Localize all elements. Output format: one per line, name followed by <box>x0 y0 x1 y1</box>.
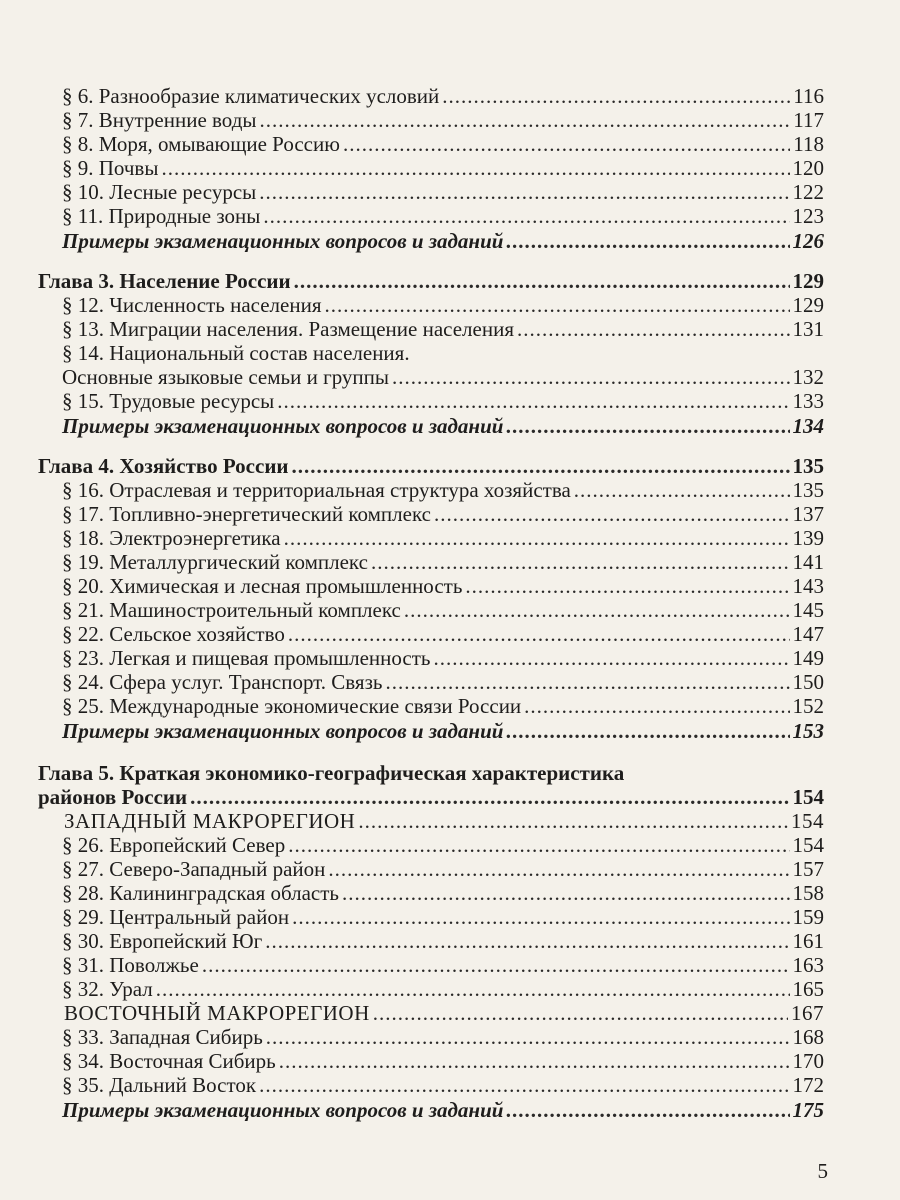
toc-entry <box>62 501 824 527</box>
toc-entry-label: Глава 5. Краткая экономико-географическая характеристика <box>38 761 625 785</box>
leader-dots <box>161 155 789 181</box>
toc-entry-page: 150 <box>792 670 824 694</box>
toc-entry-page: 165 <box>792 977 824 1001</box>
toc-entry-page: 137 <box>792 502 824 526</box>
toc-entry-page: 131 <box>792 317 824 341</box>
toc-entry <box>62 292 824 318</box>
toc-entry-page: 172 <box>792 1073 824 1097</box>
toc-region <box>64 1000 824 1026</box>
toc-entry-page: 118 <box>793 132 824 156</box>
toc-entry-label: Основные языковые семьи и группы <box>62 365 390 389</box>
toc-entry <box>62 573 824 599</box>
leader-dots <box>292 453 790 479</box>
toc-entry <box>62 107 824 133</box>
toc-entry <box>62 832 824 858</box>
toc-entry <box>62 549 824 575</box>
toc-entry-page: 147 <box>792 622 824 646</box>
toc-entry-page: 141 <box>792 550 824 574</box>
toc-chapter <box>38 268 824 294</box>
toc-entry-label: § 19. Металлургический комплекс <box>62 550 368 574</box>
toc-entry-page: 163 <box>792 953 824 977</box>
toc-entry <box>62 388 824 414</box>
leader-dots <box>292 904 789 930</box>
toc-entry-label: § 33. Западная Сибирь <box>62 1025 263 1049</box>
leader-dots <box>328 856 789 882</box>
leader-dots <box>202 952 790 978</box>
toc-entry-label: Примеры экзаменационных вопросов и заданий <box>62 414 504 438</box>
toc-entry-page: 167 <box>791 1001 824 1025</box>
toc-entry-page: 122 <box>792 180 824 204</box>
toc-entry-label: § 15. Трудовые ресурсы <box>62 389 275 413</box>
toc-entry-page: 120 <box>792 156 824 180</box>
toc-entry <box>62 693 824 719</box>
toc-entry-label: § 21. Машиностроительный комплекс <box>62 598 401 622</box>
toc-entry <box>62 1024 824 1050</box>
toc-entry-label: § 20. Химическая и лесная промышленность <box>62 574 463 598</box>
toc-entry-label: § 16. Отраслевая и территориальная структура хозяйства <box>62 478 571 502</box>
toc-entry-page: 135 <box>792 478 824 502</box>
toc-entry <box>62 203 824 229</box>
toc-entry <box>62 645 824 671</box>
toc-entry-label: § 6. Разнообразие климатических условий <box>62 84 440 108</box>
toc-entry-label: § 12. Численность населения <box>62 293 322 317</box>
leader-dots <box>371 549 790 575</box>
leader-dots <box>465 573 789 599</box>
toc-entry-label: § 11. Природные зоны <box>62 204 261 228</box>
toc-entry-page: 161 <box>792 929 824 953</box>
toc-entry <box>62 597 824 623</box>
toc-entry-page: 170 <box>792 1049 824 1073</box>
toc-exam-entry <box>62 413 824 439</box>
toc-entry-label: § 14. Национальный состав населения. <box>62 341 410 365</box>
toc-entry-first-line <box>62 340 410 366</box>
leader-dots <box>404 597 790 623</box>
toc-entry-page: 139 <box>792 526 824 550</box>
toc-entry-label: § 29. Центральный район <box>62 905 290 929</box>
toc-entry-label: Глава 4. Хозяйство России <box>38 454 289 478</box>
leader-dots <box>288 621 790 647</box>
toc-entry-label: § 23. Легкая и пищевая промышленность <box>62 646 431 670</box>
toc-entry-label: районов России <box>38 785 188 809</box>
toc-entry-page: 132 <box>792 365 824 389</box>
toc-exam-entry <box>62 718 824 744</box>
toc-entry <box>62 525 824 551</box>
toc-entry-label: § 26. Европейский Север <box>62 833 286 857</box>
toc-entry-label: § 24. Сфера услуг. Транспорт. Связь <box>62 670 383 694</box>
toc-entry-page: 129 <box>792 293 824 317</box>
toc-entry-label: ВОСТОЧНЫЙ МАКРОРЕГИОН <box>64 1001 370 1025</box>
toc-entry-label: § 35. Дальний Восток <box>62 1073 257 1097</box>
toc-entry <box>62 477 824 503</box>
toc-entry <box>62 155 824 181</box>
toc-chapter <box>38 453 824 479</box>
leader-dots <box>259 1072 789 1098</box>
toc-entry-label: § 25. Международные экономические связи России <box>62 694 522 718</box>
leader-dots <box>524 693 789 719</box>
toc-entry <box>62 83 824 109</box>
toc-entry <box>62 364 824 390</box>
toc-entry <box>62 880 824 906</box>
leader-dots <box>434 501 790 527</box>
toc-entry-page: 145 <box>792 598 824 622</box>
toc-entry-page: 158 <box>792 881 824 905</box>
toc-entry-label: § 17. Топливно-энергетический комплекс <box>62 502 431 526</box>
toc-entry-label: § 13. Миграции населения. Размещение населения <box>62 317 514 341</box>
leader-dots <box>190 784 789 810</box>
leader-dots <box>324 292 789 318</box>
leader-dots <box>442 83 790 109</box>
toc-entry-page: 152 <box>792 694 824 718</box>
toc-entry <box>62 1048 824 1074</box>
toc-entry-page: 153 <box>792 719 824 743</box>
leader-dots <box>506 1097 789 1123</box>
toc-entry <box>62 928 824 954</box>
leader-dots <box>263 203 789 229</box>
toc-entry-page: 159 <box>792 905 824 929</box>
toc-entry-label: § 30. Европейский Юг <box>62 929 263 953</box>
toc-entry-page: 154 <box>791 809 824 833</box>
toc-entry-label: Глава 3. Население России <box>38 269 291 293</box>
toc-chapter-first-line <box>38 760 624 786</box>
leader-dots <box>342 880 789 906</box>
toc-entry <box>62 669 824 695</box>
toc-entry-page: 126 <box>792 229 824 253</box>
toc-entry <box>62 976 824 1002</box>
page-number: 5 <box>817 1159 828 1183</box>
toc-entry-page: 143 <box>792 574 824 598</box>
toc-exam-entry <box>62 1097 824 1123</box>
toc-entry-label: § 34. Восточная Сибирь <box>62 1049 276 1073</box>
leader-dots <box>277 388 789 414</box>
leader-dots <box>517 316 790 342</box>
leader-dots <box>259 179 789 205</box>
toc-entry-label: § 32. Урал <box>62 977 153 1001</box>
leader-dots <box>506 718 789 744</box>
toc-entry-page: 129 <box>792 269 824 293</box>
toc-entry-label: § 10. Лесные ресурсы <box>62 180 257 204</box>
leader-dots <box>434 645 790 671</box>
toc-entry-page: 157 <box>792 857 824 881</box>
toc-entry-label: Примеры экзаменационных вопросов и заданий <box>62 719 504 743</box>
toc-chapter <box>38 784 824 810</box>
toc-entry <box>62 952 824 978</box>
toc-entry-page: 135 <box>792 454 824 478</box>
leader-dots <box>294 268 790 294</box>
toc-entry <box>62 621 824 647</box>
leader-dots <box>385 669 789 695</box>
toc-region <box>64 808 824 834</box>
toc-entry-page: 149 <box>792 646 824 670</box>
toc-entry <box>62 131 824 157</box>
toc-entry <box>62 856 824 882</box>
leader-dots <box>392 364 789 390</box>
leader-dots <box>265 928 789 954</box>
toc-entry-page: 133 <box>792 389 824 413</box>
toc-entry-label: § 22. Сельское хозяйство <box>62 622 285 646</box>
toc-entry-label: § 27. Северо-Западный район <box>62 857 326 881</box>
toc-entry-label: § 28. Калининградская область <box>62 881 340 905</box>
leader-dots <box>260 107 791 133</box>
toc-entry-label: § 8. Моря, омывающие Россию <box>62 132 340 156</box>
leader-dots <box>156 976 790 1002</box>
leader-dots <box>358 808 788 834</box>
leader-dots <box>574 477 790 503</box>
leader-dots <box>506 228 789 254</box>
leader-dots <box>343 131 790 157</box>
leader-dots <box>284 525 790 551</box>
toc-entry-page: 134 <box>792 414 824 438</box>
toc-entry-label: Примеры экзаменационных вопросов и заданий <box>62 229 504 253</box>
leader-dots <box>373 1000 788 1026</box>
toc-entry <box>62 316 824 342</box>
toc-entry-label: § 7. Внутренние воды <box>62 108 257 132</box>
toc-entry-page: 116 <box>793 84 824 108</box>
toc-entry-page: 175 <box>792 1098 824 1122</box>
leader-dots <box>279 1048 790 1074</box>
toc-entry <box>62 179 824 205</box>
leader-dots <box>506 413 789 439</box>
toc-entry-page: 123 <box>792 204 824 228</box>
toc-entry-page: 154 <box>792 833 824 857</box>
leader-dots <box>266 1024 790 1050</box>
toc-entry <box>62 904 824 930</box>
toc-entry-label: § 18. Электроэнергетика <box>62 526 281 550</box>
toc-entry <box>62 1072 824 1098</box>
leader-dots <box>288 832 789 858</box>
toc-exam-entry <box>62 228 824 254</box>
toc-entry-page: 154 <box>792 785 824 809</box>
toc-entry-label: Примеры экзаменационных вопросов и заданий <box>62 1098 504 1122</box>
toc-entry-label: § 9. Почвы <box>62 156 159 180</box>
toc-entry-label: ЗАПАДНЫЙ МАКРОРЕГИОН <box>64 809 356 833</box>
toc-entry-page: 117 <box>793 108 824 132</box>
toc-entry-label: § 31. Поволжье <box>62 953 199 977</box>
toc-entry-page: 168 <box>792 1025 824 1049</box>
